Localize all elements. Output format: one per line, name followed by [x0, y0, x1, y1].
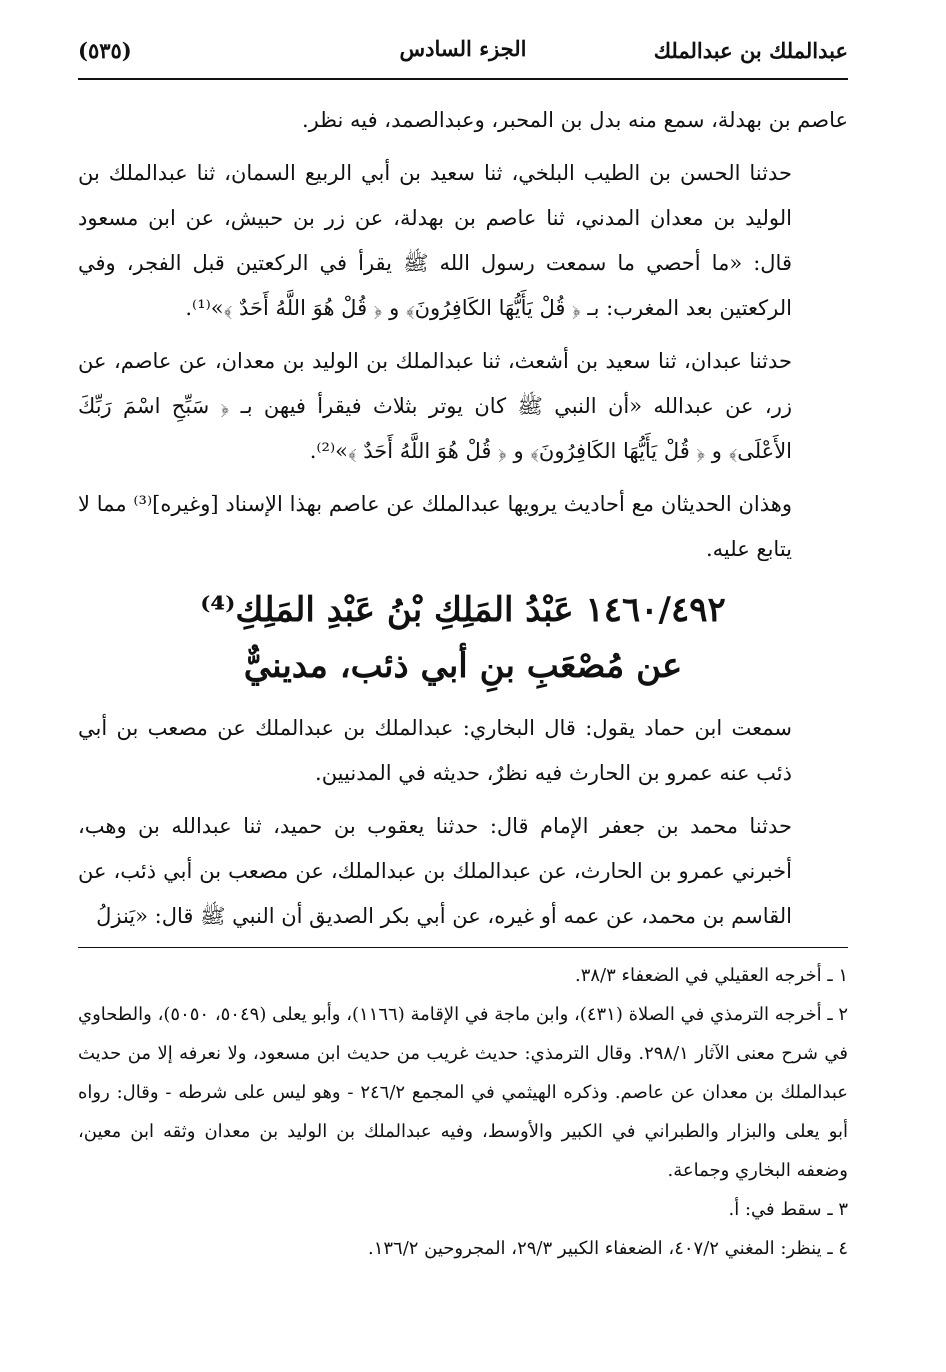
footnote [78, 995, 848, 1190]
book-page [78, 28, 848, 1338]
entry-heading-line: عن مُصْعَبِ بنِ أبي ذئب، مدينيٌّ [243, 646, 683, 686]
page-header [78, 28, 848, 76]
footnote [78, 1190, 848, 1229]
footnote-text: ١ ـ أخرجه العقيلي في الضعفاء ٣٨/٣. [574, 965, 848, 986]
page-number: (٥٣٥) [78, 38, 132, 63]
paragraph: عاصم بن بهدلة، سمع منه بدل بن المحبر، وعبدالصمد، فيه نظر. [301, 108, 848, 132]
paragraph: حدثنا عبدان، ثنا سعيد بن أشعث، ثنا عبدالملك بن الوليد بن معدان، عن عاصم، عن زر، عن عبدالله «أن النبي ﷺ كان يوتر بثلاث فيقرأ فيهن بـ ﴿ سَبِّحِ اسْمَ رَبِّكَ الأَعْلَى﴾ و ﴿ قُلْ يَأَيُّهَا الكَافِرُونَ﴾ و ﴿ قُلْ هُوَ اللَّهُ أَحَدٌ ﴾»⁽²⁾. [78, 349, 792, 463]
paragraph: سمعت ابن حماد يقول: قال البخاري: عبدالملك بن عبدالملك عن مصعب بن أبي ذئب عنه عمرو بن الحارث فيه نظرٌ، حديثه في المدنيين. [78, 716, 792, 785]
footnote [78, 956, 848, 995]
footnote-text: ٣ ـ سقط في: أ. [728, 1199, 848, 1220]
footnotes [78, 947, 848, 1268]
footnote-text: ٢ ـ أخرجه الترمذي في الصلاة (٤٣١)، وابن ماجة في الإقامة (١١٦٦)، وأبو يعلى (٥٠٤٩، ٥٠٥٠)، والطحاوي في شرح معنى الآثار ٢٩٨/١. وقال الترمذي: حديث غريب من حديث ابن مسعود، ولا نعرفه إلا من حديث عبدالملك بن معدان عن عاصم. وذكره الهيثمي في المجمع ٢٤٦/٢ - وهو ليس على شرطه - وقال: رواه أبو يعلى والبزار والطبراني في الكبير والأوسط، وفيه عبدالملك بن الوليد بن معدان وثقه ابن معين، وضعفه البخاري وجماعة. [78, 1004, 849, 1181]
header-rule [78, 78, 848, 80]
footnote [78, 1229, 848, 1268]
volume-label: الجزء السادس [399, 36, 527, 61]
main-text [78, 98, 848, 939]
paragraph: حدثنا الحسن بن الطيب البلخي، ثنا سعيد بن أبي الربيع السمان، ثنا عبدالملك بن الوليد بن معدان المدني، ثنا عاصم بن بهدلة، عن زر بن حبيش، عن ابن مسعود قال: «ما أحصي ما سمعت رسول الله ﷺ يقرأ في الركعتين قبل الفجر، وفي الركعتين بعد المغرب: بـ ﴿ قُلْ يَأَيُّهَا الكَافِرُونَ﴾ و ﴿ قُلْ هُوَ اللَّهُ أَحَدٌ ﴾»⁽¹⁾. [78, 161, 792, 320]
entry-heading-line: ١٤٦٠/٤٩٢ عَبْدُ المَلِكِ بْنُ عَبْدِ المَلِكِ⁽⁴⁾ [200, 590, 726, 630]
paragraph: حدثنا محمد بن جعفر الإمام قال: حدثنا يعقوب بن حميد، ثنا عبدالله بن وهب، أخبرني عمرو بن الحارث، عن عبدالملك بن عبدالملك، عن مصعب بن أبي ذئب، عن القاسم بن محمد، عن عمه أو غيره، عن أبي بكر الصديق أن النبي ﷺ قال: «يَنزلُ [78, 814, 792, 928]
paragraph: وهذان الحديثان مع أحاديث يرويها عبدالملك عن عاصم بهذا الإسناد [وغيره]⁽³⁾ مما لا يتابع عليه. [78, 492, 792, 561]
running-title: عبدالملك بن عبدالملك [653, 38, 848, 63]
entry-heading [78, 582, 848, 694]
footnote-text: ٤ ـ ينظر: المغني ٤٠٧/٢، الضعفاء الكبير ٢٩/٣، المجروحين ١٣٦/٢. [367, 1238, 848, 1259]
